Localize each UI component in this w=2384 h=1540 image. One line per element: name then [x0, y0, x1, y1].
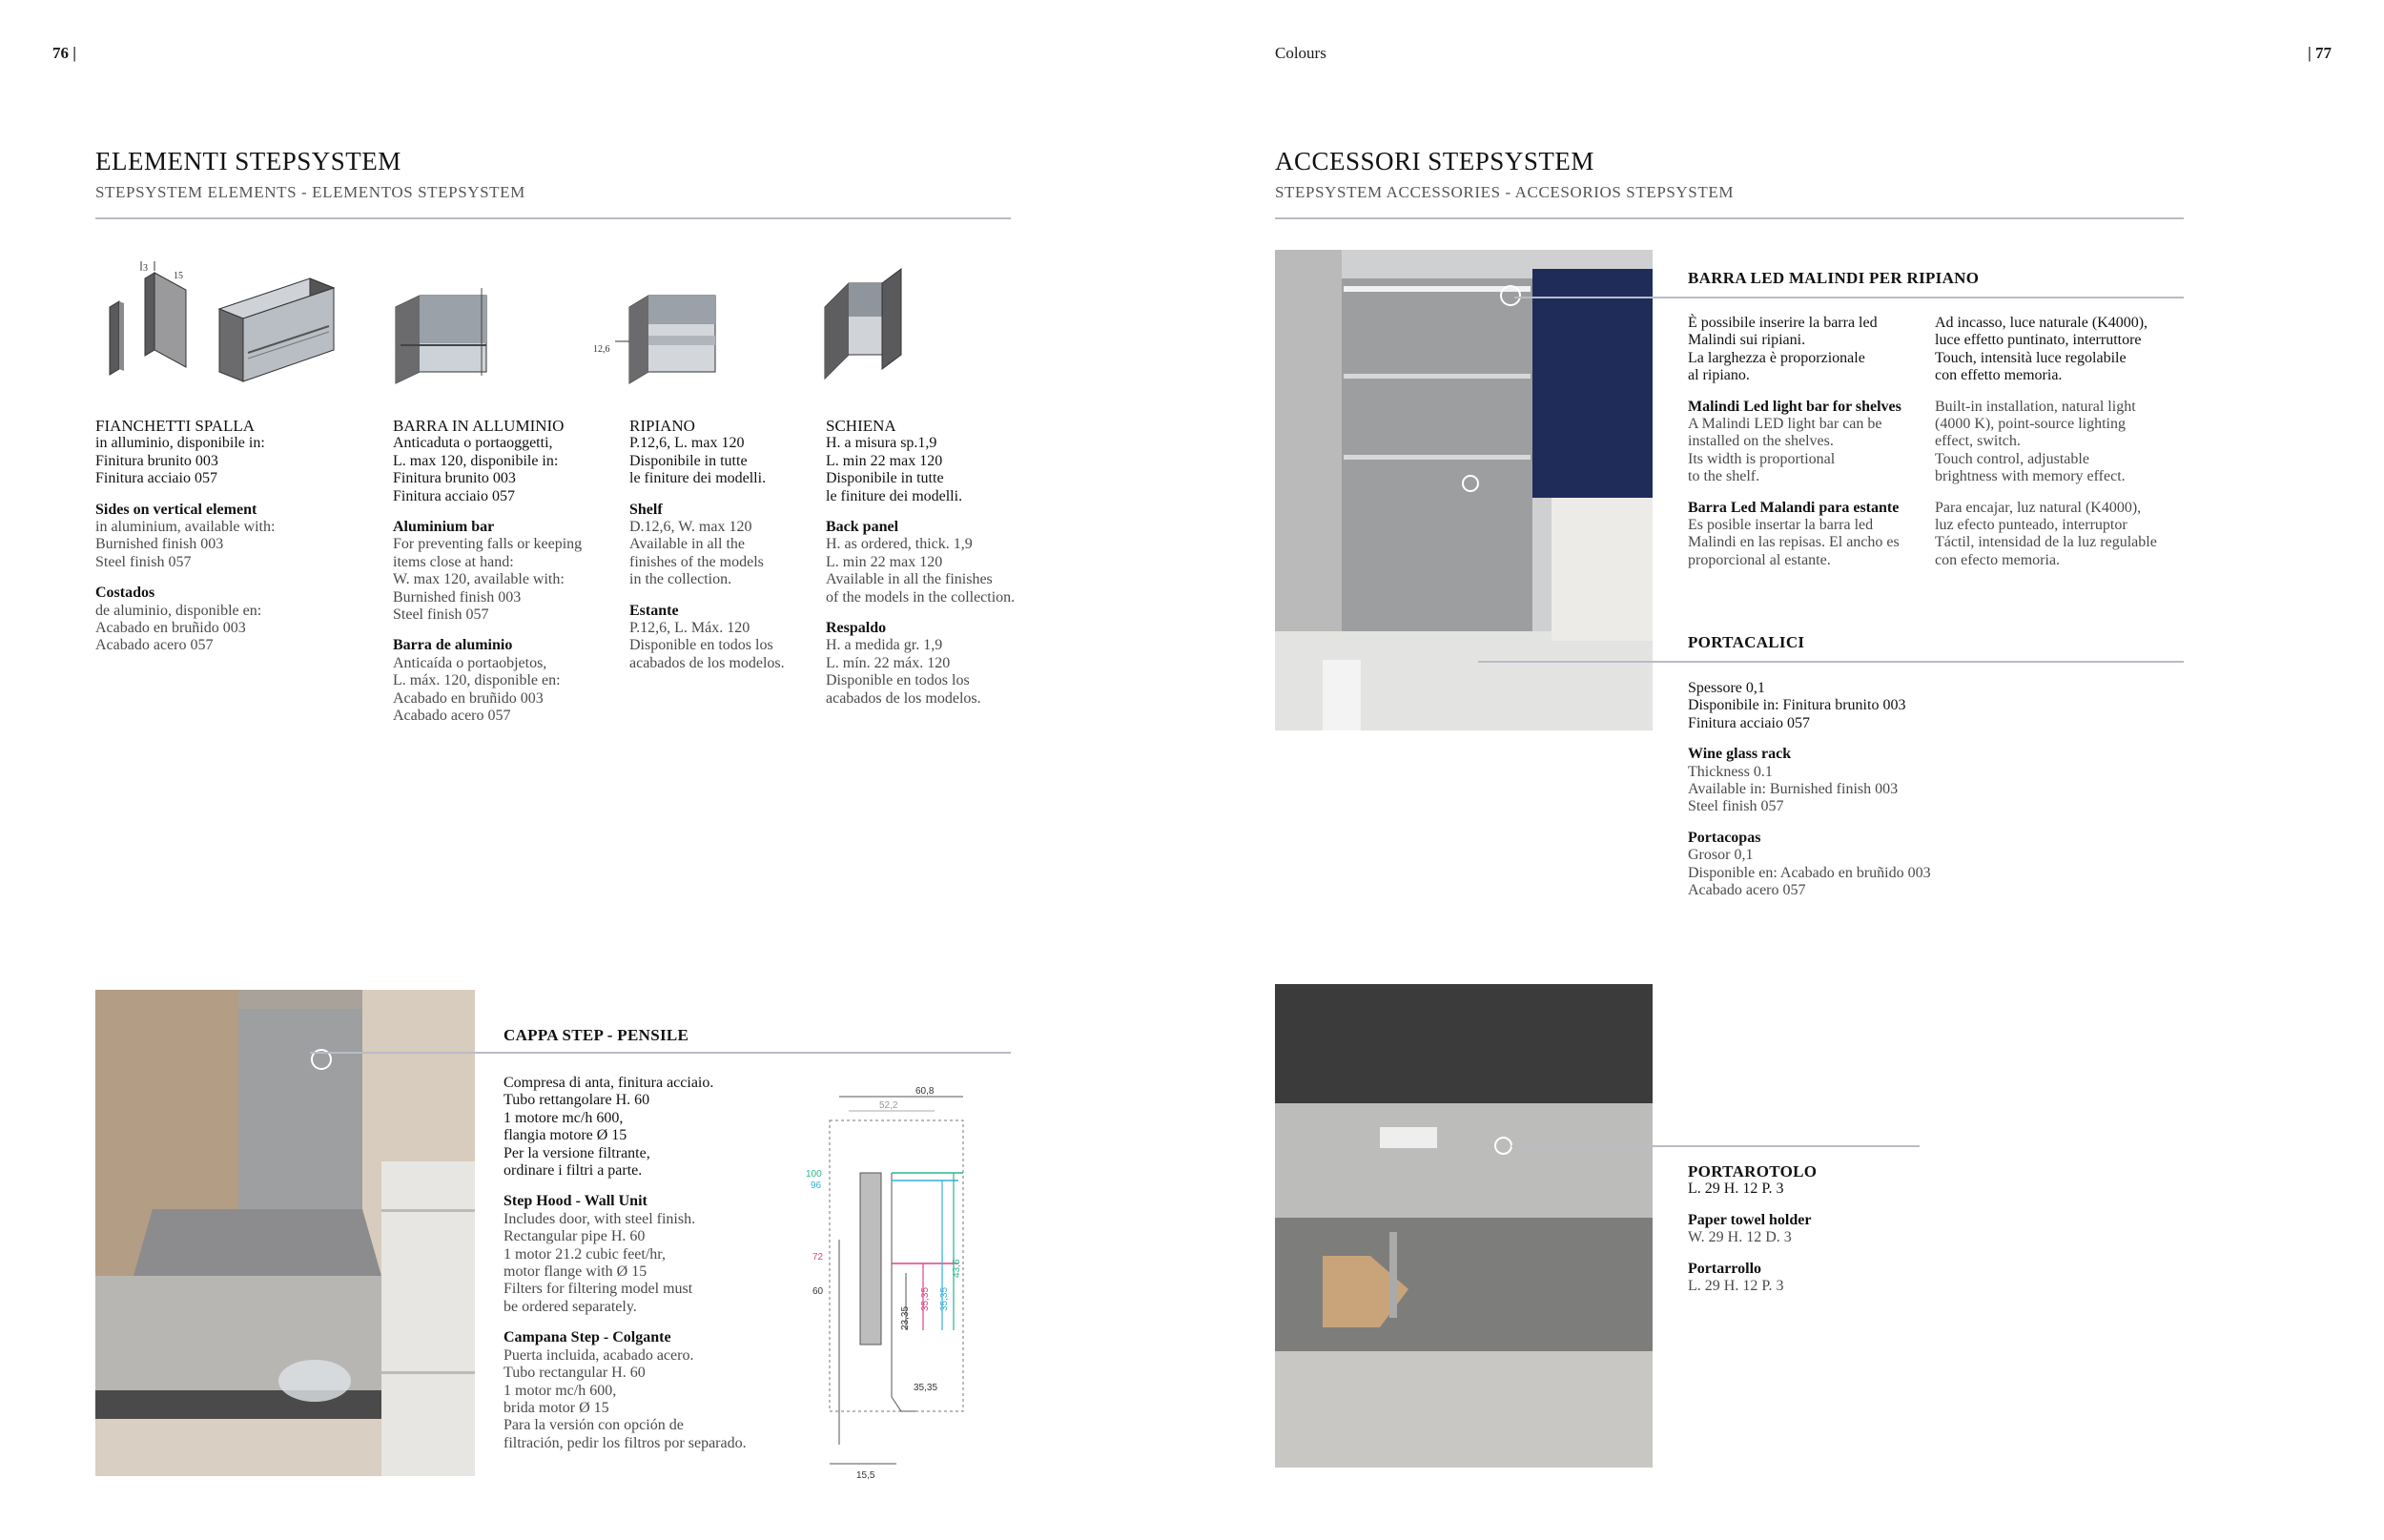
shelf-en-text: D.12,6, W. max 120 Available in all the finishes of the models in the collection. [629, 519, 764, 588]
complete-unit-drawing [219, 278, 334, 381]
led-es-title: Barra Led Malandi para estante [1688, 499, 1900, 516]
hood-dimension-drawing [801, 1082, 1020, 1483]
dim-23-35: 23,35 [900, 1305, 911, 1330]
wine-description [1688, 680, 1993, 913]
towel-title: PORTAROTOLO [1688, 1162, 1818, 1181]
back-it-title: SCHIENA [826, 417, 896, 435]
right-page-subtitle: STEPSYSTEM ACCESSORIES - ACCESORIOS STEPSYSTEM [1275, 183, 1735, 201]
left-title-rule [95, 217, 1011, 219]
shelf-drawing [593, 296, 715, 383]
dim-100: 100 [806, 1169, 822, 1180]
sides-es-title: Costados [95, 585, 155, 602]
back-en-title: Back panel [826, 519, 899, 536]
led-es-text: Es posible insertar la barra led Malindi en las repisas. El ancho es proporcional al estante. [1688, 517, 1900, 568]
sides-it-title: FIANCHETTI SPALLA [95, 417, 256, 435]
sides-es-text: de aluminio, disponible en: Acabado en bruñido 003 Acabado acero 057 [95, 602, 262, 654]
towel-description [1688, 1163, 1936, 1308]
hood-en-title: Step Hood - Wall Unit [504, 1193, 647, 1210]
shelf-it-title: RIPIANO [629, 417, 695, 435]
wine-title: PORTACALICI [1688, 633, 1805, 651]
led-shelf-photo [1275, 250, 1653, 730]
dim-15-label: 15 [174, 271, 183, 281]
shelf-es-text: P.12,6, L. Máx. 120 Disponible en todos los acabados de los modelos. [629, 620, 785, 671]
left-page-title: ELEMENTI STEPSYSTEM [95, 147, 401, 175]
element-sides [95, 418, 372, 668]
led-it-text: È possibile inserire la barra led Malindi sui ripiani. La larghezza è proporzionale al ripiano. [1688, 315, 1878, 384]
bar-es-title: Barra de aluminio [393, 637, 513, 654]
hood-kitchen-photo [95, 990, 475, 1476]
shelf-es-title: Estante [629, 602, 679, 619]
hood-callout-line [310, 1052, 1011, 1054]
dim-3-label: 3 [143, 263, 148, 274]
back-it-text: H. a misura sp.1,9 L. min 22 max 120 Disponibile in tutte le finiture dei modelli. [826, 435, 963, 504]
led-en-specs: Built-in installation, natural light (4000 K), point-source lighting effect, switch. Touch control, adjustable brightness with memory effect. [1935, 398, 2136, 485]
dim-35-35-pink: 35,35 [920, 1286, 931, 1311]
wine-en-text: Thickness 0.1 Available in: Burnished finish 003 Steel finish 057 [1688, 763, 1899, 815]
back-panel-drawing [825, 269, 901, 379]
wine-es-text: Grosor 0,1 Disponible en: Acabado en bruñido 003 Acabado acero 057 [1688, 847, 1931, 899]
led-callout-marker [1500, 285, 1521, 306]
towel-callout-line [1511, 1145, 1920, 1147]
led-callout-line [1514, 297, 2184, 298]
sides-en-title: Sides on vertical element [95, 501, 257, 518]
dim-35-35-depth: 35,35 [914, 1383, 938, 1393]
sides-en-text: in aluminium, available with: Burnished finish 003 Steel finish 057 [95, 519, 276, 570]
towel-holder-photo [1275, 984, 1653, 1468]
sides-it-text: in alluminio, disponibile in: Finitura brunito 003 Finitura acciaio 057 [95, 435, 265, 487]
dim-35-35-blue: 35,35 [939, 1286, 950, 1311]
section-label: Colours [1275, 44, 1326, 62]
towel-en-title: Paper towel holder [1688, 1211, 1812, 1228]
led-col-1 [1688, 315, 1926, 583]
wine-callout-line [1478, 661, 2184, 663]
back-en-text: H. as ordered, thick. 1,9 L. min 22 max 120 Available in all the finishes of the models in the collection. [826, 536, 1016, 606]
elements-illustrations [95, 250, 1049, 393]
dim-12-6-label: 12,6 [593, 344, 610, 355]
led-es-specs: Para encajar, luz natural (K4000), luz efecto punteado, interruptor Táctil, intensidad de la luz regulable con efecto memoria. [1935, 499, 2157, 568]
element-back-panel [826, 418, 1045, 721]
dim-60-8: 60,8 [915, 1086, 935, 1097]
wine-es-title: Portacopas [1688, 829, 1761, 846]
hood-en-text: Includes door, with steel finish. Rectangular pipe H. 60 1 motor 21.2 cubic feet/hr, motor flange with Ø 15 Filters for filtering model must be ordered separately. [504, 1210, 696, 1315]
bar-it-title: BARRA IN ALLUMINIO [393, 417, 565, 435]
element-shelf [629, 418, 820, 686]
dim-15-5: 15,5 [856, 1470, 875, 1481]
bar-it-text: Anticaduta o portaoggetti, L. max 120, disponibile in: Finitura brunito 003 Finitura acciaio 057 [393, 435, 559, 504]
bar-es-text: Anticaída o portaobjetos, L. máx. 120, disponible en: Acabado en bruñido 003 Acabado acero 057 [393, 654, 561, 725]
shelf-it-text: P.12,6, L. max 120 Disponibile in tutte le finiture dei modelli. [629, 435, 767, 487]
led-en-text: A Malindi LED light bar can be installed on the shelves. Its width is proportional to the shelf. [1688, 416, 1882, 485]
towel-it-text: L. 29 H. 12 P. 3 [1688, 1181, 1784, 1198]
right-page-number: | 77 [2308, 44, 2332, 62]
bar-en-title: Aluminium bar [393, 519, 495, 536]
wine-en-title: Wine glass rack [1688, 746, 1792, 763]
led-en-title: Malindi Led light bar for shelves [1688, 398, 1901, 415]
left-page-subtitle: STEPSYSTEM ELEMENTS - ELEMENTOS STEPSYSTEM [95, 183, 525, 201]
wine-callout-marker [1462, 475, 1479, 492]
hood-es-text: Puerta incluida, acabado acero. Tubo rectangular H. 60 1 motor mc/h 600, brida motor Ø 15 Para la versión con opción de filtración, pedir los filtros por separado. [504, 1346, 747, 1451]
towel-es-text: L. 29 H. 12 P. 3 [1688, 1278, 1784, 1295]
hood-description [504, 1075, 790, 1466]
led-it-specs: Ad incasso, luce naturale (K4000), luce effetto puntinato, interruttore Touch, intensità luce regolabile con effetto memoria. [1935, 315, 2148, 384]
hood-title: CAPPA STEP - PENSILE [504, 1026, 689, 1044]
right-page-title: ACCESSORI STEPSYSTEM [1275, 147, 1594, 175]
shelf-en-title: Shelf [629, 501, 663, 518]
left-page-number: 76 | [52, 44, 76, 62]
hood-it-text: Compresa di anta, finitura acciaio. Tubo rettangolare H. 60 1 motore mc/h 600, flangia motore Ø 15 Per la versione filtrante, ordinare i filtri a parte. [504, 1075, 714, 1180]
dim-72: 72 [812, 1252, 824, 1263]
dim-96: 96 [811, 1181, 822, 1191]
back-es-text: H. a medida gr. 1,9 L. mín. 22 máx. 120 Disponible en todos los acabados de los modelos. [826, 637, 981, 707]
wine-it-text: Spessore 0,1 Disponibile in: Finitura brunito 003 Finitura acciaio 057 [1688, 680, 1906, 731]
element-aluminium-bar [393, 418, 622, 739]
aluminium-bar-drawing [396, 288, 486, 383]
back-es-title: Respaldo [826, 620, 887, 637]
right-title-rule [1275, 217, 2184, 219]
towel-es-title: Portarrollo [1688, 1260, 1762, 1277]
dim-52-2: 52,2 [879, 1100, 898, 1111]
dim-60: 60 [812, 1286, 824, 1297]
led-title: BARRA LED MALINDI PER RIPIANO [1688, 269, 1980, 287]
hood-es-title: Campana Step - Colgante [504, 1329, 671, 1346]
led-col-2 [1935, 315, 2178, 569]
towel-en-text: W. 29 H. 12 D. 3 [1688, 1229, 1792, 1246]
dim-43-5: 43,5 [952, 1259, 962, 1278]
bar-en-text: For preventing falls or keeping items close at hand: W. max 120, available with: Burnished finish 003 Steel finish 057 [393, 536, 583, 624]
side-panels-drawing [110, 261, 186, 375]
towel-callout-marker [1494, 1137, 1512, 1155]
